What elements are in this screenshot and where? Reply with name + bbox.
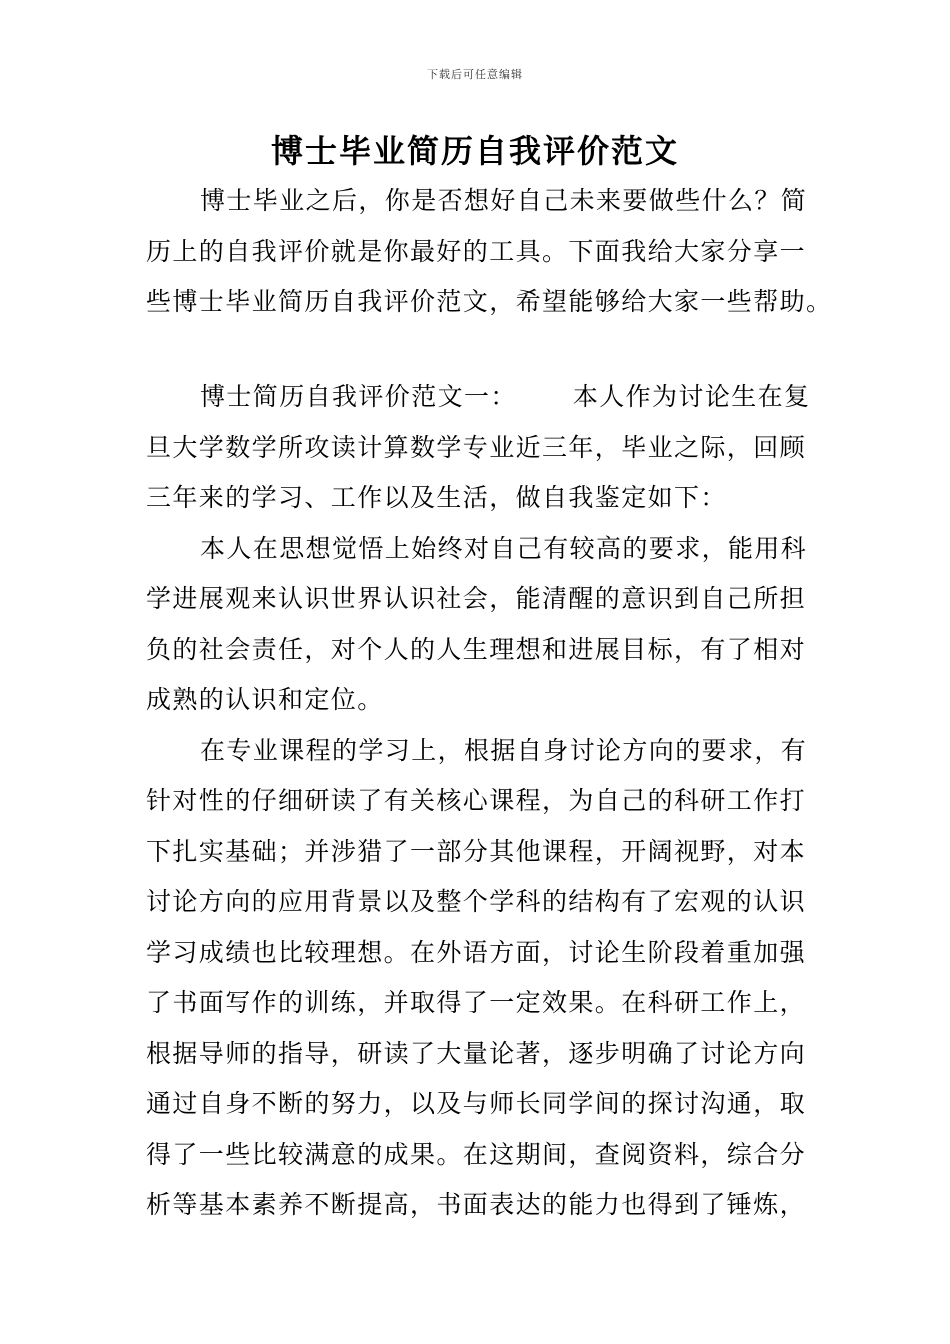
paragraph-three-line: 在专业课程的学习上，根据自身讨论方向的要求，有: [200, 735, 808, 765]
main-body: [146, 372, 811, 1231]
paragraph-three-line: 了书面写作的训练，并取得了一定效果。在科研工作上，: [146, 988, 807, 1017]
section-one-first-line: [146, 372, 811, 423]
intro-line: 些博士毕业简历自我评价范文，希望能够给大家一些帮助。: [146, 287, 833, 316]
section-one-line: 三年来的学习、工作以及生活，做自我鉴定如下：: [146, 483, 727, 512]
paragraph-three-line: 得了一些比较满意的成果。在这期间，查阅资料，综合分: [146, 1139, 807, 1169]
paragraph-three-line: 针对性的仔细研读了有关核心课程，为自己的科研工作打: [146, 786, 807, 815]
paragraph-three-line: 讨论方向的应用背景以及整个学科的结构有了宏观的认识: [146, 887, 807, 916]
paragraph-three-line: 根据导师的指导，研读了大量论著，逐步明确了讨论方向: [146, 1038, 807, 1068]
paragraph-three-line: 学习成绩也比较理想。在外语方面，讨论生阶段着重加强: [146, 937, 807, 967]
intro-line: 博士毕业之后，你是否想好自己未来要做些什么？简: [200, 186, 808, 215]
paragraph-three-line: 析等基本素养不断提高，书面表达的能力也得到了锤炼，: [146, 1190, 807, 1219]
paragraph-two-line: 成熟的认识和定位。: [146, 685, 384, 714]
section-one-line: 旦大学数学所攻读计算数学专业近三年，毕业之际，回顾: [146, 432, 807, 462]
paragraph-two-line: 负的社会责任，对个人的人生理想和进展目标，有了相对: [146, 634, 807, 664]
intro-line: 历上的自我评价就是你最好的工具。下面我给大家分享一: [146, 236, 807, 266]
document-title: 博士毕业简历自我评价范文: [270, 132, 679, 170]
paragraph-three-line: 通过自身不断的努力，以及与师长同学间的探讨沟通，取: [146, 1089, 807, 1118]
paragraph-two-line: 本人在思想觉悟上始终对自己有较高的要求，能用科: [200, 533, 808, 563]
section-one-heading: 博士简历自我评价范文一：: [200, 382, 517, 411]
paragraph-two-line: 学进展观来认识世界认识社会，能清醒的意识到自己所担: [146, 584, 807, 613]
section-one-text: 本人作为讨论生在复: [572, 382, 811, 411]
intro-paragraph: [146, 176, 833, 328]
paragraph-three-line: 下扎实基础；并涉猎了一部分其他课程，开阔视野，对本: [146, 836, 807, 866]
header-note: 下载后可任意编辑: [427, 68, 523, 81]
